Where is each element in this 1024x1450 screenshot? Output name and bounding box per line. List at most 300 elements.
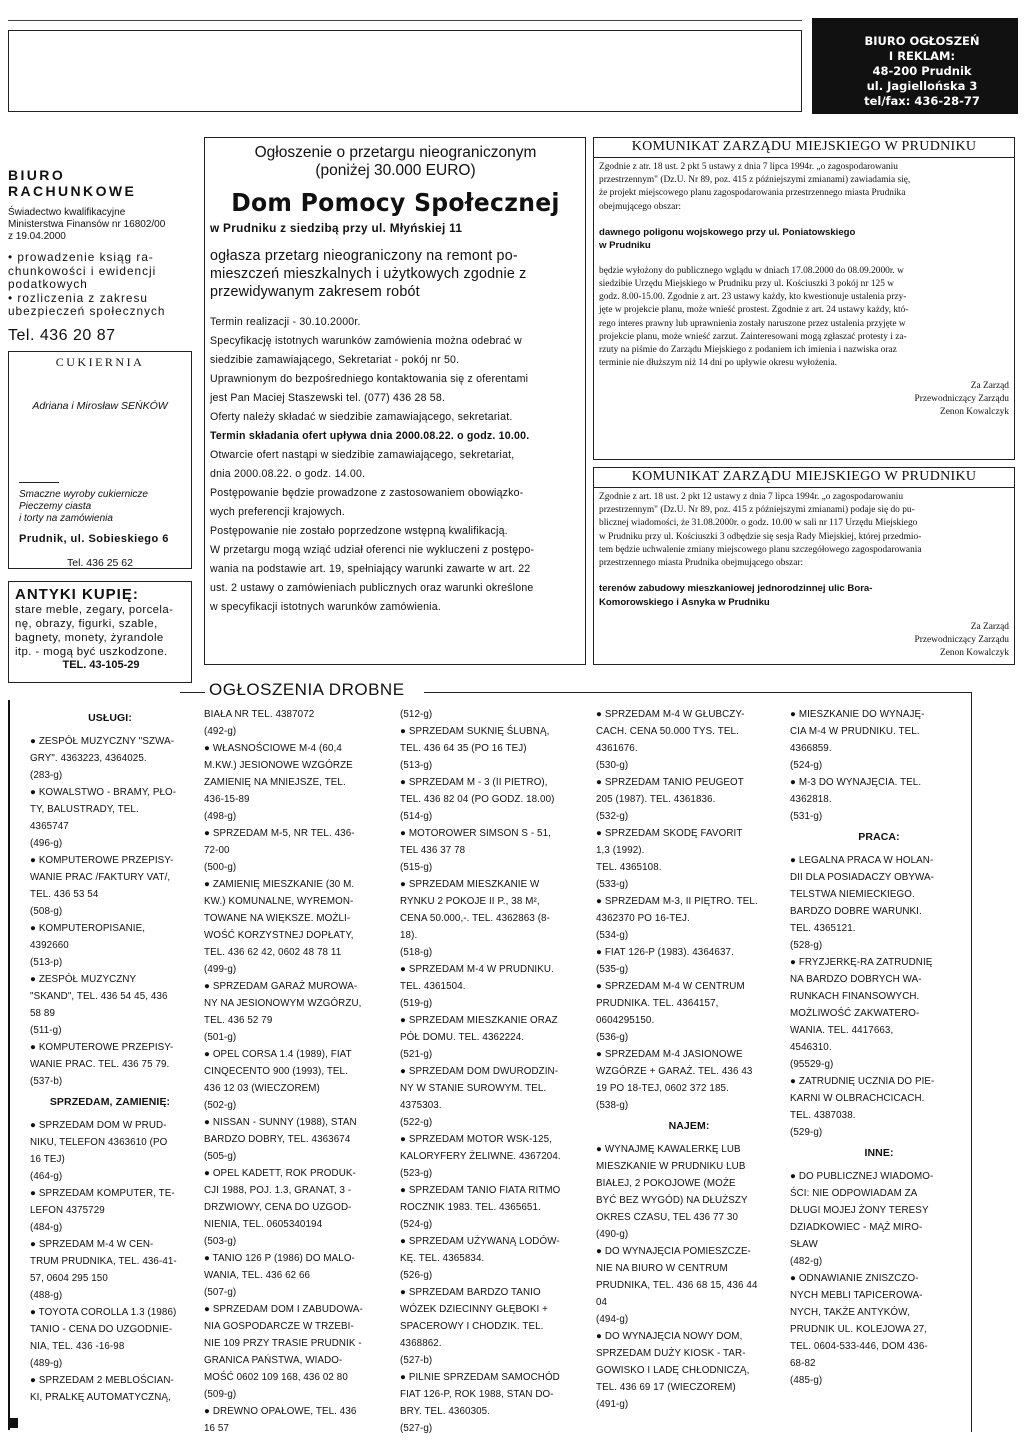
classified-line: (508-g) [30, 906, 63, 917]
classified-line: (536-g) [596, 1032, 629, 1043]
classified-line: (501-g) [204, 1032, 237, 1043]
banner-frame [8, 30, 802, 112]
section-frame [968, 692, 972, 1432]
classified-line: ● SPRZEDAM M-4 JASIONOWE [596, 1049, 743, 1060]
body-line: Otwarcie ofert nastąpi w siedzibie zamawiającego, sekretariat, [210, 449, 515, 461]
komunikat-area [599, 582, 1009, 609]
classified-line: ● ZATRUDNIĘ UCZNIA DO PIE- [790, 1076, 935, 1087]
classified-line: TY, BALUSTRADY, TEL. [30, 804, 139, 815]
black-square-mark [8, 1418, 18, 1428]
classified-line: 205 (1987). TEL. 4361836. [596, 794, 716, 805]
classified-line: TEL. 436 53 54 [30, 889, 99, 900]
classified-line: (521-g) [400, 1049, 433, 1060]
license-line: Świadectwo kwalifikacyjne [8, 207, 126, 218]
classified-line: 4362818. [790, 794, 832, 805]
classified-line: 18). [400, 930, 418, 941]
classified-line: (502-g) [204, 1100, 237, 1111]
classified-line: ● ZESPÓŁ MUZYCZNY [30, 974, 137, 985]
classified-line: TEL. 436 69 17 (WIECZOREM) [596, 1382, 736, 1393]
classified-line: 436-15-89 [204, 794, 250, 805]
classified-line: NIKU, TELEFON 4363610 (PO [30, 1137, 168, 1148]
classified-line: ZAMIENIĘ NA MNIEJSZE, TEL. [204, 777, 346, 788]
classified-line: ● SPRZEDAM M-4 W PRUDNIKU. [400, 964, 554, 975]
classified-line: NIA GOSPODARCZE W TRZEBI- [204, 1321, 354, 1332]
classifieds-column-1 [30, 706, 190, 1406]
cukiernia-address: Prudnik, ul. Sobieskiego 6 [19, 532, 169, 545]
classified-line: TOWANE NA WIĘKSZE. MOŻLI- [204, 913, 351, 924]
classified-line: TEL. 436 82 04 (PO GODZ. 18.00) [400, 794, 555, 805]
classified-line: SPRZEDAM DUŻY KIOSK - TAR- [596, 1348, 746, 1359]
classified-line: ● ZAMIENIĘ MIESZKANIE (30 M. [204, 879, 355, 890]
classified-line: (500-g) [204, 862, 237, 873]
service-line: chunkowości i ewidencji [8, 263, 157, 278]
classified-line: (505-g) [204, 1151, 237, 1162]
classified-line: (535-g) [596, 964, 629, 975]
classified-line: BIAŁA NR TEL. 4387072 [204, 709, 315, 720]
antyki-line: bagnety, monety, żyrandole [15, 631, 164, 644]
classified-line: CACH. CENA 50.000 TYS. TEL. [596, 726, 739, 737]
komunikat-line: przestrzennego miasta Prudnika obejmującego obszar: [599, 558, 804, 569]
classifieds-column-5 [790, 706, 968, 1389]
classified-line: (537-b) [30, 1076, 63, 1087]
classified-line: 58 89 [30, 1008, 56, 1019]
antyki-tel: TEL. 43-105-29 [62, 658, 140, 671]
classified-line: TEL. 436 52 79 [204, 1015, 273, 1026]
classified-line: (532-g) [596, 811, 629, 822]
classified-line: NA BARDZO DOBRYCH WA- [790, 974, 922, 985]
section-rule [424, 692, 972, 693]
classified-line: BARDZO DOBRY, TEL. 4363674 [204, 1134, 351, 1145]
classified-line: BIAŁEJ, 2 POKOJOWE (MOŻE [596, 1178, 736, 1189]
signature-line: Przewodniczący Zarządu [914, 635, 1009, 646]
classified-line: ● OPEL CORSA 1.4 (1989), FIAT [204, 1049, 352, 1060]
body-line: ust. 2 ustawy o zamówieniach publicznych oraz warunki określone [210, 582, 534, 594]
classified-line: ● SPRZEDAM MIESZKANIE W [400, 879, 540, 890]
classified-line: WANIE PRAC /FAKTURY VAT/, [30, 872, 171, 883]
classified-line: ● SPRZEDAM GARAŻ MUROWA- [204, 981, 358, 992]
classified-line: TEL 436 37 78 [400, 845, 466, 856]
classified-line: 436 12 03 (WIECZOREM) [204, 1083, 320, 1094]
classified-line: TEL. 436 64 35 (PO 16 TEJ) [400, 743, 527, 754]
classified-line: (538-g) [596, 1100, 629, 1111]
divider [19, 482, 59, 483]
classified-line: GOWISKO I LADĘ CHŁODNICZĄ, [596, 1365, 750, 1376]
komunikat-line: będzie wyłożony do publicznego wglądu w dniach 17.08.2000 do 08.09.2000r. w [599, 265, 904, 276]
section-rule [180, 692, 205, 693]
przetarg-header-line: Ogłoszenie o przetargu nieograniczonym [254, 144, 537, 161]
license-line: Ministerstwa Finansów nr 16802/00 [8, 219, 166, 230]
classified-line: ● M-3 DO WYNAJĘCIA. TEL. [790, 777, 922, 788]
classified-line: 4392660 [30, 940, 69, 951]
desc-line: Pieczemy ciasta [19, 500, 92, 512]
komunikat-line: Zgodnie z art. 18 ust. 2 pkt 12 ustawy z dnia 7 lipca 1994r. „o zagospodarowaniu [599, 492, 904, 502]
classified-line: (531-g) [790, 811, 823, 822]
komunikat-area [599, 226, 1009, 253]
classified-line: (496-g) [30, 838, 63, 849]
classified-line: (513-p) [30, 957, 63, 968]
body-line: siedzibie zamawiającego, Sekretariat - pokój nr 50. [210, 354, 460, 366]
komunikat-line: tem będzie uchwalenie zmiany miejscowego planu szczegółowego zagospodarowania [599, 544, 922, 555]
classified-line: TEL. 4365121. [790, 923, 856, 934]
classified-line: ● TOYOTA COROLLA 1.3 (1986) [30, 1307, 177, 1318]
classified-line: NIA, TEL. 436 -16-98 [30, 1341, 125, 1352]
area-line: terenów zabudowy mieszkaniowej jednorodzinnej ulic Bora- [599, 583, 873, 595]
classified-line: NY NA JESIONOWYM WZGÓRZU, [204, 998, 362, 1009]
classified-line: KI, PRALKĘ AUTOMATYCZNĄ, [30, 1392, 171, 1403]
biuro-ogloszen-box [812, 18, 1018, 114]
classified-line: (534-g) [596, 930, 629, 941]
category-heading: INNE: [864, 1147, 894, 1159]
komunikat-line: przestrzennym" (Dz.U. Nr 89, poz. 415 z późniejszymi zmianami) podaje się do pu- [599, 505, 915, 516]
classified-line: MIESZKANIE W PRUDNIKU LUB [596, 1161, 746, 1172]
intro-line: ogłasza przetarg nieograniczony na remont po- [210, 248, 518, 264]
classified-line: NIENIA, TEL. 0605340194 [204, 1219, 323, 1230]
body-line: Termin realizacji - 30.10.2000r. [210, 316, 361, 328]
classified-line: (489-g) [30, 1358, 63, 1369]
biuro-line: tel/fax: 436-28-77 [864, 94, 980, 108]
classified-line: RUNKACH FINANSOWYCH. [790, 991, 920, 1002]
komunikat-line: Zgodnie z atr. 18 ust. 2 pkt 5 ustawy z dnia 7 lipca 1994r. „o zagospodarowaniu [599, 162, 898, 172]
classified-line: MOŻLIWOŚĆ ZAKWATERO- [790, 1008, 920, 1019]
body-line: W przetargu mogą wziąć udział oferenci nie wykluczeni z postępo- [210, 544, 535, 556]
cukiernia-desc [19, 489, 181, 525]
komunikat-para [599, 491, 1009, 570]
classified-line: (514-g) [400, 811, 433, 822]
classified-line: GRANICA PAŃSTWA, WIADO- [204, 1355, 343, 1366]
classified-line: 16 57 [204, 1423, 230, 1434]
classified-line: RYNKU 2 POKOJE II P., 38 M², [400, 896, 540, 907]
license-line: z 19.04.2000 [8, 231, 66, 242]
przetarg-box [204, 137, 586, 665]
classified-line: ● TANIO 126 P (1986) DO MALO- [204, 1253, 355, 1264]
classified-line: BYĆ BEZ WYGÓD) NA DŁUŻSZY [596, 1195, 748, 1206]
left-column [8, 160, 192, 683]
classified-line: (464-g) [30, 1171, 63, 1182]
classified-line: (494-g) [596, 1314, 629, 1325]
intro-line: przewidywanym zakresem robót [210, 284, 420, 300]
antyki-text [15, 603, 187, 659]
przetarg-header-line: (poniżej 30.000 EURO) [315, 162, 476, 179]
classified-line: KĘ. TEL. 4365834. [400, 1253, 485, 1264]
classified-line: ● SPRZEDAM MOTOR WSK-125, [400, 1134, 552, 1145]
classified-line: 4375303. [400, 1100, 442, 1111]
intro-line: mieszczeń mieszkalnych i użytkowych zgodnie z [210, 266, 527, 282]
classified-line: (522-g) [400, 1117, 433, 1128]
classified-line: CJI 1988, POJ. 1.3, GRANAT, 3 - [204, 1185, 352, 1196]
classified-line: GRY". 4363223, 4364025. [30, 753, 147, 764]
classified-line: (482-g) [790, 1256, 823, 1267]
body-line: dnia 2000.08.22. o godz. 14.00. [210, 468, 366, 480]
cukiernia-owners: Adriana i Mirosław SEŃKÓW [32, 399, 168, 412]
classified-line: KW.) KOMUNALNE, WYREMON- [204, 896, 354, 907]
przetarg-body [210, 313, 581, 617]
classified-line: ● WYNAJMĘ KAWALERKĘ LUB [596, 1144, 741, 1155]
classified-line: (523-g) [400, 1168, 433, 1179]
classified-line: KALORYFERY ŻELIWNE. 4367204. [400, 1151, 561, 1162]
komunikat-line: projekcie planu, może wnieść zarzut. Zainteresowani mogą zgłaszać protesty i za- [599, 331, 907, 342]
classified-line: ● NISSAN - SUNNY (1988), STAN [204, 1117, 357, 1128]
classifieds-column-4 [596, 706, 782, 1413]
classified-line: 04 [596, 1297, 608, 1308]
classified-line: NIE 109 PRZY TRASIE PRUDNIK - [204, 1338, 362, 1349]
antyki-box [8, 581, 192, 683]
classified-line: ● DO WYNAJĘCIA POMIESZCZE- [596, 1246, 751, 1257]
classified-line: (524-g) [790, 760, 823, 771]
classified-line: ● SPRZEDAM TANIO PEUGEOT [596, 777, 744, 788]
classified-line: (513-g) [400, 760, 433, 771]
classified-line: (499-g) [204, 964, 237, 975]
classified-line: 57, 0604 295 150 [30, 1273, 108, 1284]
classified-line: ● SPRZEDAM SKODĘ FAVORIT [596, 828, 743, 839]
classified-line: CINQECENTO 900 (1993), TEL. [204, 1066, 348, 1077]
classified-line: (490-g) [596, 1229, 629, 1240]
komunikat-line: obejmującego obszar: [599, 201, 681, 212]
przetarg-address: w Prudniku z siedzibą przy ul. Młyńskiej 11 [210, 221, 463, 235]
komunikat-line: jęte w projekcie planu, może wnieść prostest. Zgodnie z art. 24 ustawy każdy, któ- [599, 305, 909, 316]
antyki-line: stare meble, zegary, porcela- [15, 603, 174, 616]
body-line: Oferty należy składać w siedzibie zamawiającego, sekretariat. [210, 411, 513, 423]
komunikat-line: siedzibie Urzędu Miejskiego w Prudniku przy ul. Kościuszki 3 pokój nr 125 w [599, 279, 895, 290]
classified-line: ● SPRZEDAM DOM I ZABUDOWA- [204, 1304, 363, 1315]
classified-line: OKRES CZASU, TEL 436 77 30 [596, 1212, 738, 1223]
classified-line: LEFON 4375729 [30, 1205, 105, 1216]
classified-line: ● SPRZEDAM KOMPUTER, TE- [30, 1188, 175, 1199]
classified-line: TEL. 4365108. [596, 862, 662, 873]
classified-line: 68-82 [790, 1358, 816, 1369]
classified-line: (529-g) [790, 1127, 823, 1138]
body-line: w specyfikacji istotnych warunków zamówienia. [210, 601, 441, 613]
classified-line: WANIA, TEL. 436 62 66 [204, 1270, 311, 1281]
classified-line: (95529-g) [790, 1059, 834, 1070]
komunikat-signature [599, 380, 1009, 419]
classified-line: ● SPRZEDAM M - 3 (II PIETRO), [400, 777, 548, 788]
komunikat-line: przestrzennym" (Dz.U. Nr 89, poz. 415 z późniejszymi zmianami) zawiadamia się, [599, 175, 911, 186]
classified-line: (509-g) [204, 1389, 237, 1400]
antyki-title: ANTYKI KUPIĘ: [15, 585, 139, 603]
classified-line: DZIADKOWIEC - MĄŻ MIRO- [790, 1222, 923, 1233]
classified-line: WZGÓRZE + GARAŻ. TEL. 436 43 [596, 1066, 753, 1077]
classified-line: FIAT 126-P, ROK 1988, STAN DO- [400, 1389, 554, 1400]
cukiernia-box [8, 351, 192, 569]
body-line: Termin składania ofert upływa dnia 2000.08.22. o godz. 10.00. [210, 430, 530, 442]
classified-line: CENA 50.000,-. TEL. 4362863 (8- [400, 913, 550, 924]
cukiernia-tel: Tel. 436 25 62 [67, 556, 133, 569]
section-bar [8, 700, 10, 1430]
komunikat-para [599, 265, 1009, 371]
classified-line: (485-g) [790, 1375, 823, 1386]
classified-line: ● PILNIE SPRZEDAM SAMOCHÓD [400, 1372, 560, 1383]
classified-line: ● KOWALSTWO - BRAMY, PŁO- [30, 787, 177, 798]
classified-line: NYCH, TAKŻE ANTYKÓW, [790, 1307, 910, 1318]
komunikat-1 [593, 137, 1015, 460]
classified-line: 4361676. [596, 743, 638, 754]
classified-line: ● DO WYNAJĘCIA NOWY DOM, [596, 1331, 743, 1342]
classifieds-column-3 [400, 706, 590, 1437]
komunikat-line: w Prudniku przy ul. Kościuszki 3 odbędzie się sesja Rady Miejskiej, której przedmio- [599, 531, 922, 542]
signature-line: Zenon Kowalczyk [940, 407, 1009, 418]
classified-line: TANIO - CENA DO UZGODNIE- [30, 1324, 173, 1335]
przetarg-intro [210, 247, 581, 301]
komunikat-para [599, 161, 1009, 214]
signature-line: Za Zarząd [970, 622, 1009, 633]
top-rule [8, 20, 802, 21]
classified-line: PRUDNIK UL. KOLEJOWA 27, [790, 1324, 928, 1335]
biuro-line: I REKLAM: [888, 49, 956, 63]
komunikat-line: rego interes prawny lub uprawnienia zostały naruszone przez ustalenia przyjęte w [599, 318, 906, 329]
area-line: dawnego poligonu wojskowego przy ul. Poniatowskiego [599, 226, 856, 238]
classified-line: ŚCI: NIE ODPOWIADAM ZA [790, 1188, 918, 1199]
body-line: jest Pan Maciej Staszewski tel. (077) 436 28 58. [210, 392, 446, 404]
classified-line: ● MOTOROWER SIMSON S - 51, [400, 828, 551, 839]
classified-line: NIE NA BIURO W CENTRUM [596, 1263, 728, 1274]
desc-line: Smaczne wyroby cukiernicze [19, 488, 148, 500]
classified-line: ● SPRZEDAM SUKNIĘ ŚLUBNĄ, [400, 726, 550, 737]
classified-line: DRZWIOWY, CENA DO UZGOD- [204, 1202, 352, 1213]
classified-line: "SKAND", TEL. 436 54 45, 436 [30, 991, 168, 1002]
category-heading: PRACA: [858, 831, 900, 843]
body-line: Postępowanie będzie prowadzone z zastosowaniem obowiązko- [210, 487, 524, 499]
komunikat-line: że projekt miejscowego planu zagospodarowania przestrzennego miasta Prudnika [599, 188, 906, 199]
classified-line: DŁUGI MOJEJ ŻONY TERESY [790, 1205, 929, 1216]
classified-line: TELSTWA NIEMIECKIEGO. [790, 889, 915, 900]
komunikat-title: KOMUNIKAT ZARZĄDU MIEJSKIEGO W PRUDNIKU [594, 138, 1014, 158]
classified-line: WOŚĆ KORZYSTNEJ DOPŁATY, [204, 930, 354, 941]
classified-line: TEL. 0604-533-446, DOM 436- [790, 1341, 928, 1352]
signature-line: Przewodniczący Zarządu [914, 394, 1009, 405]
classified-line: (518-g) [400, 947, 433, 958]
classified-line: ● SPRZEDAM DOM W PRUD- [30, 1120, 167, 1131]
classified-line: SPACEROWY I CHODZIK. TEL. [400, 1321, 544, 1332]
ogloszenia-drobne-title: OGŁOSZENIA DROBNE [209, 680, 405, 699]
body-line: wania na podstawie art. 19, spełniający warunki zawarte w art. 22 [210, 563, 531, 575]
classified-line: (491-g) [596, 1399, 629, 1410]
service-line: • rozliczenia z zakresu [8, 290, 148, 305]
classified-line: 4365747 [30, 821, 69, 832]
przetarg-header [210, 144, 581, 180]
classified-line: DII DLA POSIADACZY OBYWA- [790, 872, 935, 883]
classified-line: (519-g) [400, 998, 433, 1009]
classified-line: (484-g) [30, 1222, 63, 1233]
classified-line: (507-g) [204, 1287, 237, 1298]
classified-line: 1,3 (1992). [596, 845, 645, 856]
classified-line: (526-g) [400, 1270, 433, 1281]
classified-line: ● WŁASNOŚCIOWE M-4 (60,4 [204, 743, 342, 754]
classified-line: (488-g) [30, 1290, 63, 1301]
classified-line: PRUDNIKA. TEL. 4364157, [596, 998, 719, 1009]
komunikat-2 [593, 467, 1015, 665]
classified-line: ● SPRZEDAM MIESZKANIE ORAZ [400, 1015, 558, 1026]
classified-line: (524-g) [400, 1219, 433, 1230]
classified-line: 16 TEJ) [30, 1154, 65, 1165]
classified-line: ROCZNIK 1983. TEL. 4365651. [400, 1202, 541, 1213]
classified-line: ● KOMPUTEROPISANIE, [30, 923, 146, 934]
classified-line: ● SPRZEDAM M-4 W CEN- [30, 1239, 154, 1250]
classified-line: 0604295150. [596, 1015, 655, 1026]
classified-line: ● FRYZJERKĘ-RA ZATRUDNIĘ [790, 957, 933, 968]
license-text [8, 207, 192, 243]
komunikat-line: rzuty na piśmie do Zarządu Miejskiego z podaniem ich imienia i nazwiska oraz [599, 345, 897, 356]
classified-line: ● ZESPÓŁ MUZYCZNY "SZWA- [30, 736, 175, 747]
classified-line: ● OPEL KADETT, ROK PRODUK- [204, 1168, 356, 1179]
classified-line: (492-g) [204, 726, 237, 737]
classified-line: ● SPRZEDAM TANIO FIATA RITMO [400, 1185, 561, 1196]
classified-line: TEL. 436 62 42, 0602 48 78 11 [204, 947, 342, 958]
category-heading: NAJEM: [668, 1120, 710, 1132]
service-line: • prowadzenie ksiąg ra- [8, 250, 154, 264]
classified-line: (283-g) [30, 770, 63, 781]
classified-line: BARDZO DOBRE WARUNKI. [790, 906, 922, 917]
body-line: Specyfikację istotnych warunków zamówienia można odebrać w [210, 335, 522, 347]
classified-line: 72-00 [204, 845, 230, 856]
classified-line: ● MIESZKANIE DO WYNAJĘ- [790, 709, 925, 720]
area-line: Komorowskiego i Asnyka w Prudniku [599, 596, 770, 608]
classified-line: ● SPRZEDAM M-3, II PIĘTRO. TEL. [596, 896, 758, 907]
classified-line: ● KOMPUTEROWE PRZEPISY- [30, 1042, 174, 1053]
signature-line: Zenon Kowalczyk [940, 648, 1009, 659]
classified-line: CIA M-4 W PRUDNIKU. TEL. [790, 726, 920, 737]
services-list [8, 251, 192, 319]
classified-line: SŁAW [790, 1239, 818, 1250]
classified-line: 4368862. [400, 1338, 442, 1349]
classified-line: ● SPRZEDAM BARDZO TANIO [400, 1287, 541, 1298]
body-line: Postępowanie nie zostało poprzedzone wstępną kwalifikacją. [210, 525, 508, 537]
biuro-rachunkowe-title: BIURO RACHUNKOWE [8, 167, 137, 199]
classified-line: (530-g) [596, 760, 629, 771]
przetarg-institution: Dom Pomocy Społecznej [231, 188, 560, 217]
classified-line: TEL. 4387038. [790, 1110, 856, 1121]
komunikat-title: KOMUNIKAT ZARZĄDU MIEJSKIEGO W PRUDNIKU [594, 468, 1014, 488]
desc-line: i torty na zamówienia [19, 512, 113, 524]
antyki-line: itp. - mogą być uszkodzone. [15, 645, 168, 658]
classified-line: (528-g) [790, 940, 823, 951]
classified-line: ● SPRZEDAM DOM DWURODZIN- [400, 1066, 559, 1077]
biuro-line: 48-200 Prudnik [872, 64, 972, 78]
classified-line: 4362370 PO 16-TEJ. [596, 913, 690, 924]
classified-line: PÓŁ DOMU. TEL. 4362224. [400, 1032, 525, 1043]
classified-line: WANIA. TEL. 4417663, [790, 1025, 894, 1036]
classified-line: PRUDNIKA, TEL. 436 68 15, 436 44 [596, 1280, 758, 1291]
classified-line: ● DREWNO OPAŁOWE, TEL. 436 [204, 1406, 357, 1417]
classified-line: 4546310. [790, 1042, 832, 1053]
antyki-line: nę, obrazy, figurki, szable, [15, 617, 158, 630]
body-line: Uprawnionym do bezpośredniego kontaktowania się z oferentami [210, 373, 529, 385]
classifieds-column-2 [204, 706, 394, 1437]
komunikat-line: blicznej wiadomości, że 31.08.2000r. o godz. 10.00 w sali nr 117 Urzędu Miejskiego [599, 518, 918, 529]
category-heading: SPRZEDAM, ZAMIENIĘ: [49, 1096, 171, 1108]
classified-line: MOŚĆ 0602 109 168, 436 02 80 [204, 1372, 348, 1383]
classified-line: ● SPRZEDAM M-4 W GŁUBCZY- [596, 709, 745, 720]
classified-line: (512-g) [400, 709, 433, 720]
classified-line: (527-b) [400, 1355, 433, 1366]
signature-line: Za Zarząd [970, 381, 1009, 392]
classified-line: 19 PO 18-TEJ, 0602 372 185. [596, 1083, 729, 1094]
classified-line: ● KOMPUTEROWE PRZEPISY- [30, 855, 174, 866]
classified-line: (527-g) [400, 1423, 433, 1434]
classified-line: TEL. 4361504. [400, 981, 466, 992]
classified-line: ● ODNAWIANIE ZNISZCZO- [790, 1273, 919, 1284]
classified-line: ● SPRZEDAM M-5, NR TEL. 436- [204, 828, 355, 839]
classified-line: ● FIAT 126-P (1983). 4364637. [596, 947, 734, 958]
classified-line: ● SPRZEDAM UŻYWANĄ LODÓW- [400, 1236, 560, 1247]
classified-line: ● DO PUBLICZNEJ WIADOMO- [790, 1171, 934, 1182]
classified-line: 4366859. [790, 743, 832, 754]
classified-line: ● SPRZEDAM M-4 W CENTRUM [596, 981, 745, 992]
cukiernia-title: CUKIERNIA [55, 354, 145, 369]
classified-line: NYCH MEBLI TAPICEROWA- [790, 1290, 923, 1301]
classified-line: TRUM PRUDNIKA, TEL. 436-41- [30, 1256, 177, 1267]
classified-line: (515-g) [400, 862, 433, 873]
classified-line: (511-g) [30, 1025, 62, 1036]
